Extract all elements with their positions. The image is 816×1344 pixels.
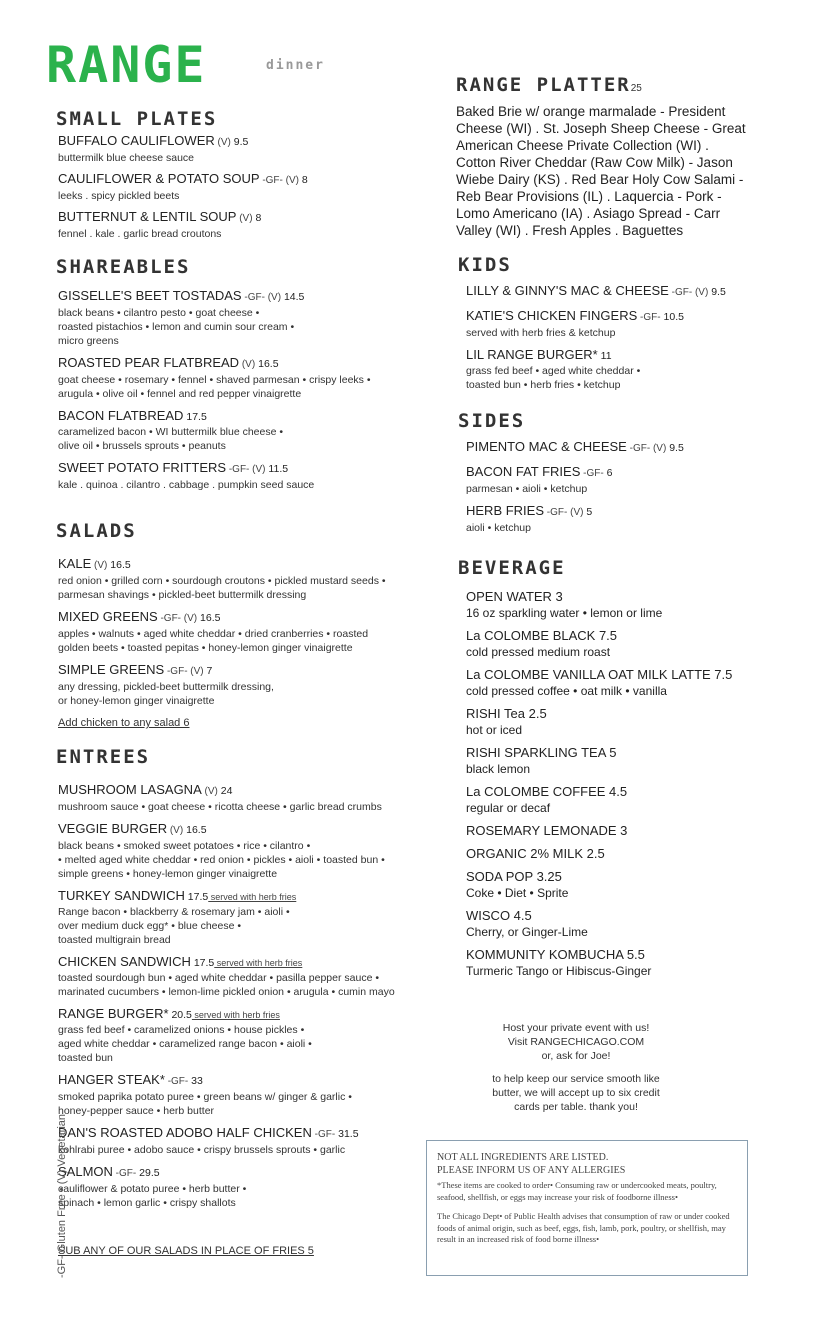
menu-item-description: mushroom sauce • goat cheese • ricotta cheese • garlic bread crumbs <box>58 801 382 813</box>
item-title: RANGE BURGER* <box>58 1006 169 1021</box>
item-price: 14.5 <box>281 291 305 303</box>
menu-item-name <box>58 355 428 373</box>
menu-item <box>58 1125 428 1157</box>
item-note: served with herb fries <box>208 892 297 902</box>
beverage-description: cold pressed coffee • oat milk • vanilla <box>466 684 667 698</box>
beverage-description: 16 oz sparkling water • lemon or lime <box>466 606 663 620</box>
section-title-platter <box>456 76 642 95</box>
beverage-description: black lemon <box>466 762 531 776</box>
item-title: HERB FRIES <box>466 503 545 518</box>
menu-item-description: caramelized bacon • WI buttermilk blue cheese • olive oil • brussels sprouts • peanuts <box>58 426 284 452</box>
item-price: 6 <box>603 467 613 479</box>
menu-item <box>58 556 428 602</box>
item-price: 17.5 <box>190 957 215 969</box>
menu-item-name <box>58 888 428 905</box>
menu-item-description: grass fed beef • aged white cheddar • toasted bun • herb fries • ketchup <box>466 365 641 391</box>
menu-item-description: Range bacon • blackberry & rosemary jam • aioli • over medium duck egg* • blue cheese • toasted multigrain bread <box>58 906 290 946</box>
item-price: 33 <box>188 1075 203 1087</box>
beverage-name: RISHI SPARKLING TEA 5 <box>466 745 617 760</box>
beverage-name: ROSEMARY LEMONADE 3 <box>466 823 628 838</box>
item-title: BUTTERNUT & LENTIL SOUP <box>58 209 237 224</box>
menu-item-description: kale . quinoa . cilantro . cabbage . pumpkin seed sauce <box>58 479 315 491</box>
beverage-name: KOMMUNITY KOMBUCHA 5.5 <box>466 947 645 962</box>
menu-item-description: parmesan • aioli • ketchup <box>466 483 588 495</box>
menu-item <box>466 308 766 340</box>
menu-item-name <box>58 460 428 478</box>
menu-item <box>58 171 418 203</box>
item-price: 31.5 <box>335 1128 359 1140</box>
menu-item <box>466 347 766 392</box>
shareables-list <box>58 288 428 499</box>
menu-subtitle: dinner <box>266 58 325 73</box>
item-diet-tag: -GF- (V) <box>157 613 198 624</box>
item-price: 16.5 <box>197 612 221 624</box>
beverage-name: WISCO 4.5 <box>466 908 532 923</box>
item-title: SIMPLE GREENS <box>58 662 165 677</box>
item-price: 8 <box>252 212 262 224</box>
menu-item-name <box>466 308 766 326</box>
item-title: CHICKEN SANDWICH <box>58 954 191 969</box>
dietary-legend: -GF- Gluten Free • (V) Vegetarian <box>56 1113 68 1279</box>
item-diet-tag: (V) <box>201 786 218 797</box>
menu-item-name <box>58 408 428 425</box>
item-diet-tag: -GF- (V) <box>544 507 584 518</box>
section-title-shareables: SHAREABLES <box>56 256 191 278</box>
menu-item <box>58 408 428 453</box>
item-diet-tag: (V) <box>239 359 256 370</box>
credit-card-line: butter, we will accept up to six credit <box>492 1087 660 1099</box>
item-diet-tag: -GF- <box>164 1076 189 1087</box>
menu-item <box>58 662 428 708</box>
menu-item-description: apples • walnuts • aged white cheddar • dried cranberries • roasted golden beets • toasted pepitas • honey-lemon ginger vinaigrette <box>58 628 369 654</box>
menu-item-description: grass fed beef • caramelized onions • house pickles • aged white cheddar • caramelized range bacon • aioli • toasted bun <box>58 1024 312 1064</box>
menu-item-description: leeks . spicy pickled beets <box>58 190 180 202</box>
private-event-line: or, ask for Joe! <box>541 1050 611 1062</box>
section-title-kids: KIDS <box>458 254 512 276</box>
menu-item <box>466 464 766 496</box>
item-diet-tag: -GF- <box>112 1168 137 1179</box>
menu-item-description: red onion • grilled corn • sourdough croutons • pickled mustard seeds • parmesan shavings • pickled-beet buttermilk dressing <box>58 575 386 601</box>
kids-list <box>466 283 766 399</box>
add-chicken-note: Add chicken to any salad 6 <box>58 717 190 729</box>
menu-item <box>58 460 428 492</box>
beverage-item <box>466 667 766 699</box>
section-title-small-plates: SMALL PLATES <box>56 108 218 130</box>
credit-card-line: cards per table. thank you! <box>514 1101 638 1113</box>
item-diet-tag: -GF- (V) <box>226 464 266 475</box>
item-title: BUFFALO CAULIFLOWER <box>58 133 215 148</box>
item-diet-tag: -GF- (V) <box>626 443 667 454</box>
menu-item-name <box>58 133 418 151</box>
item-diet-tag: -GF- (V) <box>668 287 709 298</box>
menu-item-description: served with herb fries & ketchup <box>466 327 616 339</box>
menu-item <box>466 283 766 301</box>
menu-item-description: kohlrabi puree • adobo sauce • crispy brussels sprouts • garlic <box>58 1144 346 1156</box>
menu-item <box>58 209 418 241</box>
beverage-description: regular or decaf <box>466 801 551 815</box>
menu-item <box>58 288 428 348</box>
item-note: served with herb fries <box>214 958 303 968</box>
menu-item <box>58 1072 428 1118</box>
menu-item-name <box>466 439 766 457</box>
menu-item-name <box>58 954 428 971</box>
item-title: GISSELLE'S BEET TOSTADAS <box>58 288 242 303</box>
menu-item-name <box>58 171 418 189</box>
item-price: 11.5 <box>265 463 289 475</box>
item-price: 16.5 <box>255 358 279 370</box>
item-price: 20.5 <box>168 1009 192 1021</box>
beverage-item <box>466 869 766 901</box>
sides-list <box>466 439 766 542</box>
beverage-item <box>466 745 766 777</box>
item-title: ROASTED PEAR FLATBREAD <box>58 355 240 370</box>
beverage-item <box>466 908 766 940</box>
menu-item <box>58 888 428 947</box>
private-event-block <box>476 1021 676 1114</box>
credit-card-line: to help keep our service smooth like <box>492 1073 660 1085</box>
item-price: 5 <box>583 506 593 518</box>
menu-item-name <box>58 556 428 574</box>
beverage-description: hot or iced <box>466 723 523 737</box>
allergy-notice-box <box>426 1140 748 1276</box>
item-diet-tag: -GF- (V) <box>259 175 299 186</box>
item-price: 29.5 <box>136 1167 160 1179</box>
notice-paragraph: The Chicago Dept• of Public Health advises that consumption of raw or under cooked foods of animal origin, such as beef, eggs, fish, lamb, pork, poultry, or shellfish, may result in an increased risk of food borne illness• <box>437 1211 730 1244</box>
item-title: HANGER STEAK* <box>58 1072 165 1087</box>
menu-item-name <box>58 609 428 627</box>
beverage-item <box>466 846 766 862</box>
menu-item-description: fennel . kale . garlic bread croutons <box>58 228 222 240</box>
notice-heading: NOT ALL INGREDIENTS ARE LISTED. <box>437 1152 609 1163</box>
menu-item-name <box>58 782 428 800</box>
item-title: KATIE'S CHICKEN FINGERS <box>466 308 638 323</box>
menu-item-description: goat cheese • rosemary • fennel • shaved parmesan • crispy leeks • arugula • olive oil • fennel and red pepper vinaigrette <box>58 374 371 400</box>
beverage-item <box>466 784 766 816</box>
logo: RANGE <box>46 36 207 94</box>
menu-item-description: toasted sourdough bun • aged white cheddar • pasilla pepper sauce • marinated cucumbers • lemon-lime pickled onion • arugula • cumin mayo <box>58 972 395 998</box>
menu-item-name <box>466 503 766 521</box>
sub-salad-note: SUB ANY OF OUR SALADS IN PLACE OF FRIES 5 <box>58 1245 314 1257</box>
item-price: 24 <box>217 785 233 797</box>
beverage-description: Turmeric Tango or Hibiscus-Ginger <box>466 964 652 978</box>
menu-item-name <box>58 1006 428 1023</box>
beverage-item <box>466 706 766 738</box>
menu-item-name <box>58 288 428 306</box>
item-title: TURKEY SANDWICH <box>58 888 185 903</box>
platter-title: RANGE PLATTER <box>456 74 631 96</box>
item-note: served with herb fries <box>191 1010 280 1020</box>
menu-item <box>58 1006 428 1065</box>
item-diet-tag: -GF- <box>311 1129 336 1140</box>
item-diet-tag: -GF- (V) <box>241 292 282 303</box>
beverage-description: Cherry, or Ginger-Lime <box>466 925 588 939</box>
menu-item <box>58 821 428 881</box>
beverage-name: RISHI Tea 2.5 <box>466 706 547 721</box>
item-title: BACON FLATBREAD <box>58 408 184 423</box>
item-diet-tag: (V) <box>236 213 253 224</box>
item-diet-tag: (V) <box>167 825 184 836</box>
salads-list <box>58 556 428 715</box>
menu-item-name <box>466 464 766 482</box>
item-title: BACON FAT FRIES <box>466 464 581 479</box>
item-diet-tag: (V) <box>91 560 108 571</box>
beverage-name: La COLOMBE BLACK 7.5 <box>466 628 618 643</box>
menu-item <box>58 355 428 401</box>
item-diet-tag: -GF- <box>637 312 661 323</box>
item-price: 16.5 <box>183 824 207 836</box>
menu-item <box>466 439 766 457</box>
entrees-list <box>58 782 428 1217</box>
menu-item-name <box>58 1125 428 1143</box>
menu-item-description: buttermilk blue cheese sauce <box>58 152 194 164</box>
item-price: 10.5 <box>660 311 684 323</box>
beverage-item <box>466 947 766 979</box>
menu-item-name <box>58 1072 428 1090</box>
menu-item-description: cauliflower & potato puree • herb butter • spinach • lemon garlic • crispy shallots <box>58 1183 247 1209</box>
menu-item-description: any dressing, pickled-beet buttermilk dressing, or honey-lemon ginger vinaigrette <box>58 681 274 707</box>
menu-item-name <box>466 347 766 364</box>
item-title: CAULIFLOWER & POTATO SOUP <box>58 171 260 186</box>
item-price: 8 <box>298 174 308 186</box>
beverage-item <box>466 628 766 660</box>
menu-item-description: black beans • cilantro pesto • goat cheese • roasted pistachios • lemon and cumin sour cream • micro greens <box>58 307 295 347</box>
notice-paragraph: *These items are cooked to order• Consuming raw or undercooked meats, poultry, seafood, shellfish, or eggs may increase your risk of foodborne illness• <box>437 1180 717 1202</box>
item-title: MUSHROOM LASAGNA <box>58 782 202 797</box>
menu-item-description: black beans • smoked sweet potatoes • rice • cilantro • • melted aged white cheddar • red onion • pickles • aioli • toasted bun • simple greens • honey-lemon ginger vinaigrette <box>58 840 385 880</box>
section-title-entrees: ENTREES <box>56 746 151 768</box>
platter-description: Baked Brie w/ orange marmalade - President Cheese (WI) . St. Joseph Sheep Cheese - Great American Cheese Private Collection (WI) . Cotton River Cheddar (Raw Cow Milk) - Jason Wiebe Dairy (KS) . Red Bear Holy Cow Salami - Reb Bear Provisions (IL) . Laquercia - Pork - Lomo Americano (IA) . Asiago Spread - Carr Valley (WI) . Fresh Apples . Baguettes <box>456 104 746 238</box>
section-title-sides: SIDES <box>458 410 526 432</box>
menu-item <box>58 609 428 655</box>
beverage-list <box>466 589 766 986</box>
item-price: 9.5 <box>708 286 726 298</box>
item-price: 9.5 <box>666 442 684 454</box>
item-diet-tag: (V) <box>214 137 231 148</box>
private-event-line: Host your private event with us! <box>502 1022 650 1034</box>
item-title: VEGGIE BURGER <box>58 821 168 836</box>
notice-heading: PLEASE INFORM US OF ANY ALLERGIES <box>437 1165 626 1176</box>
platter-price: 25 <box>630 83 642 94</box>
item-diet-tag: -GF- <box>580 468 604 479</box>
beverage-name: La COLOMBE VANILLA OAT MILK LATTE 7.5 <box>466 667 733 682</box>
menu-item-name <box>58 1164 428 1182</box>
menu-item <box>58 782 428 814</box>
item-title: SWEET POTATO FRITTERS <box>58 460 227 475</box>
item-title: LIL RANGE BURGER* <box>466 347 598 362</box>
menu-item <box>58 133 418 165</box>
menu-item-description: smoked paprika potato puree • green beans w/ ginger & garlic • honey-pepper sauce • herb butter <box>58 1091 352 1117</box>
small-plates-list <box>58 133 418 247</box>
beverage-item <box>466 823 766 839</box>
item-price: 16.5 <box>107 559 131 571</box>
item-price: 7 <box>203 665 213 677</box>
menu-item-name <box>466 283 766 301</box>
item-title: PIMENTO MAC & CHEESE <box>466 439 627 454</box>
beverage-description: Coke • Diet • Sprite <box>466 886 569 900</box>
item-title: DAN'S ROASTED ADOBO HALF CHICKEN <box>58 1125 312 1140</box>
item-title: LILLY & GINNY'S MAC & CHEESE <box>466 283 669 298</box>
beverage-name: La COLOMBE COFFEE 4.5 <box>466 784 628 799</box>
item-title: SALMON <box>58 1164 113 1179</box>
section-title-beverage: BEVERAGE <box>458 557 566 579</box>
beverage-name: SODA POP 3.25 <box>466 869 562 884</box>
beverage-name: OPEN WATER 3 <box>466 589 563 604</box>
beverage-item <box>466 589 766 621</box>
item-price: 17.5 <box>184 891 209 903</box>
item-price: 9.5 <box>230 136 249 148</box>
menu-item <box>58 954 428 999</box>
private-event-line: Visit RANGECHICAGO.COM <box>507 1036 645 1048</box>
item-title: MIXED GREENS <box>58 609 158 624</box>
menu-item-name <box>58 821 428 839</box>
menu-item-name <box>58 209 418 227</box>
item-price: 11 <box>597 350 612 362</box>
menu-item-description: aioli • ketchup <box>466 522 531 534</box>
item-price: 17.5 <box>183 411 207 423</box>
beverage-description: cold pressed medium roast <box>466 645 611 659</box>
menu-item-name <box>58 662 428 680</box>
menu-item <box>58 1164 428 1210</box>
beverage-name: ORGANIC 2% MILK 2.5 <box>466 846 605 861</box>
item-title: KALE <box>58 556 92 571</box>
section-title-salads: SALADS <box>56 520 137 542</box>
menu-item <box>466 503 766 535</box>
item-diet-tag: -GF- (V) <box>164 666 204 677</box>
